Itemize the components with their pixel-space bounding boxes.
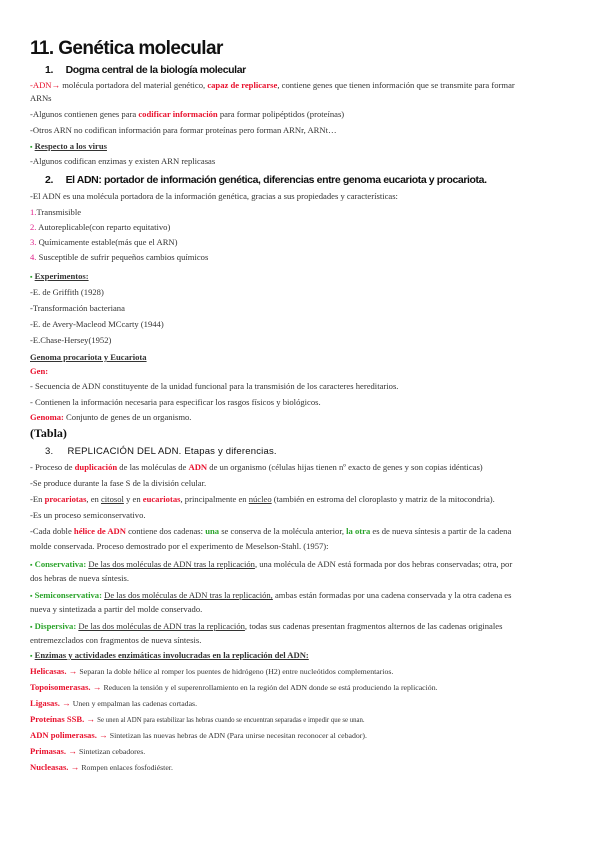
arrow-icon: → bbox=[66, 746, 79, 756]
paragraph-line: -Se produce durante la fase S de la división celular. bbox=[30, 478, 207, 488]
model-label: Semiconservativa: bbox=[34, 590, 102, 600]
underlined-text: De las dos moléculas de ADN tras la replicación bbox=[88, 559, 255, 569]
section-number: 3. bbox=[45, 446, 54, 457]
paragraph-line bbox=[30, 412, 191, 423]
text: de un organismo (células hijas tienen nº exacto de genes y son copias idénticas) bbox=[207, 462, 483, 472]
paragraph-line: -Otros ARN no codifican información para formar proteínas pero forman ARNr, ARNt… bbox=[30, 125, 337, 135]
enzyme-name: Primasas. bbox=[30, 746, 67, 756]
paragraph-line bbox=[30, 109, 344, 120]
model-label: Conservativa: bbox=[34, 559, 87, 569]
enzyme-name: Ligasas. bbox=[30, 698, 60, 708]
section-number: 1. bbox=[45, 64, 53, 76]
bullet-icon: ▪ bbox=[30, 273, 33, 281]
paragraph-line bbox=[30, 462, 483, 473]
underlined-text: De las dos moléculas de ADN tras la replicación, bbox=[104, 590, 273, 600]
text: , una molécula de ADN está formada por dos hebras conservadas; otra, por bbox=[254, 559, 513, 569]
text: (también en estroma del cloroplasto y matriz de la mitocondria). bbox=[271, 494, 495, 504]
paragraph-line: molde conservada. Proceso demostrado por el experimento de Meselson-Stahl. (1957): bbox=[30, 541, 329, 551]
highlight-term: capaz de replicarse bbox=[207, 80, 278, 90]
arrow-icon: → bbox=[51, 80, 61, 90]
enzyme-item bbox=[30, 714, 365, 726]
enzyme-item bbox=[30, 762, 173, 773]
subheading-text: Respecto a los virus bbox=[34, 141, 107, 151]
paragraph-line: -Es un proceso semiconservativo. bbox=[30, 510, 146, 520]
subheading-text: Genoma procariota y Eucariota bbox=[30, 352, 147, 362]
text: - Proceso de bbox=[30, 462, 75, 472]
paragraph-line bbox=[30, 80, 515, 91]
item-text: Autoreplicable(con reparto equitativo) bbox=[36, 222, 171, 232]
highlight-term: una bbox=[205, 526, 220, 536]
section-number: 2. bbox=[45, 174, 53, 186]
arrow-icon: → bbox=[59, 698, 73, 708]
list-item: -E. de Avery-Macleod MCcarty (1944) bbox=[30, 319, 164, 329]
section-1-heading bbox=[45, 64, 246, 76]
term-genoma: Genoma: bbox=[30, 412, 64, 422]
highlight-term: hélice de ADN bbox=[73, 526, 126, 536]
property-item bbox=[30, 237, 178, 248]
enzyme-name: Nucleasas. bbox=[30, 762, 69, 772]
enzyme-name: Proteínas SSB. bbox=[30, 714, 85, 724]
section-title: REPLICACIÓN DEL ADN. Etapas y diferencias. bbox=[67, 446, 277, 457]
text: -Cada doble bbox=[30, 526, 74, 536]
enzyme-item bbox=[30, 746, 145, 757]
enzyme-name: Topoisomerasas. bbox=[30, 682, 91, 692]
enzyme-name: Helicasas. bbox=[30, 666, 67, 676]
subheading-enzimas bbox=[30, 650, 309, 662]
item-number: 1. bbox=[30, 207, 37, 217]
property-item bbox=[30, 207, 81, 218]
subheading-virus bbox=[30, 141, 107, 153]
enzyme-description: Se unen al ADN para estabilizar las hebras cuando se encuentran separadas e impedir que se unan. bbox=[97, 717, 365, 724]
underlined-term: núcleo bbox=[248, 494, 272, 504]
text: para formar polipéptidos (proteínas) bbox=[217, 109, 345, 119]
paragraph-line: nueva y sintetizada a partir del molde conservado. bbox=[30, 604, 203, 614]
bullet-icon: ▪ bbox=[30, 561, 33, 569]
model-dispersiva bbox=[30, 621, 502, 633]
text: , en bbox=[86, 494, 101, 504]
text: molécula portadora del material genético, bbox=[60, 80, 208, 90]
arrow-icon: → bbox=[68, 762, 82, 772]
text: , todas sus cadenas presentan fragmentos alternos de las cadenas originales bbox=[244, 621, 503, 631]
paragraph-line: - Secuencia de ADN constituyente de la unidad funcional para la transmisión de los caracteres hereditarios. bbox=[30, 381, 399, 391]
enzyme-name: ADN polimerasas. bbox=[30, 730, 97, 740]
underlined-term: citosol bbox=[100, 494, 124, 504]
subheading-genoma bbox=[30, 352, 147, 363]
enzyme-item bbox=[30, 698, 197, 709]
text: Conjunto de genes de un organismo. bbox=[63, 412, 192, 422]
text: se conserva de la molécula anterior, bbox=[219, 526, 347, 536]
item-number: 2. bbox=[30, 222, 37, 232]
arrow-icon: → bbox=[96, 730, 110, 740]
section-title: El ADN: portador de información genética, diferencias entre genoma eucariota y procariota. bbox=[65, 174, 487, 186]
paragraph-line: -Algunos codifican enzimas y existen ARN replicasas bbox=[30, 156, 216, 166]
text: es de nueva síntesis a partir de la cadena bbox=[370, 526, 512, 536]
subheading-text: Enzimas y actividades enzimáticas involucradas en la replicación del ADN: bbox=[34, 650, 309, 660]
enzyme-description: Reducen la tensión y el superenrollamiento en la región del ADN donde se está produciendo la replicación. bbox=[103, 683, 438, 692]
text: -Algunos contienen genes para bbox=[30, 109, 139, 119]
term-label bbox=[30, 366, 48, 377]
paragraph-line: dos hebras de nueva síntesis. bbox=[30, 573, 130, 583]
page-title: 11. Genética molecular bbox=[30, 38, 223, 59]
arrow-icon: → bbox=[66, 666, 80, 676]
highlight-term: eucariotas bbox=[142, 494, 181, 504]
paragraph-line bbox=[30, 526, 511, 537]
arrow-icon: → bbox=[84, 714, 98, 724]
section-2-heading bbox=[45, 174, 487, 186]
highlight-term: duplicación bbox=[74, 462, 118, 472]
text: ambas están formadas por una cadena conservada y la otra cadena es bbox=[272, 590, 512, 600]
bullet-icon: ▪ bbox=[30, 652, 33, 660]
bullet-icon: ▪ bbox=[30, 623, 33, 631]
paragraph-line: -El ADN es una molécula portadora de la información genética, gracias a sus propiedades y características: bbox=[30, 191, 398, 201]
model-label: Dispersiva: bbox=[34, 621, 77, 631]
list-item: -E.Chase-Hersey(1952) bbox=[30, 335, 112, 345]
bullet-icon: ▪ bbox=[30, 143, 33, 151]
enzyme-description: Separan la doble hélice al romper los puentes de hidrógeno (H2) entre nucleótidos complementarios. bbox=[79, 667, 394, 676]
paragraph-line: - Contienen la información necesaria para especificar los rasgos físicos y biológicos. bbox=[30, 397, 321, 407]
enzyme-item bbox=[30, 682, 438, 693]
text: , principalmente en bbox=[180, 494, 249, 504]
item-number: 3. bbox=[30, 237, 37, 247]
term-gen: Gen: bbox=[30, 366, 49, 376]
enzyme-item bbox=[30, 730, 367, 741]
text: y en bbox=[123, 494, 143, 504]
paragraph-line bbox=[30, 494, 495, 505]
list-item: -E. de Griffith (1928) bbox=[30, 287, 104, 297]
text: contiene dos cadenas: bbox=[125, 526, 206, 536]
property-item bbox=[30, 222, 170, 233]
enzyme-description: Sintetizan las nuevas hebras de ADN (Para unirse necesitan reconocer al cebador). bbox=[109, 731, 367, 740]
enzyme-description: Sintetizan cebadores. bbox=[78, 747, 146, 756]
enzyme-description: Unen y empalman las cadenas cortadas. bbox=[72, 699, 198, 708]
item-number: 4. bbox=[30, 252, 37, 262]
paragraph-line: entremezclados con fragmentos de nueva síntesis. bbox=[30, 635, 202, 645]
section-title: Dogma central de la biología molecular bbox=[65, 64, 246, 76]
highlight-term: codificar información bbox=[138, 109, 218, 119]
term-adn: -ADN bbox=[30, 80, 52, 90]
subheading-text: Experimentos: bbox=[34, 271, 89, 281]
text: , contiene genes que tienen información que se transmite para formar bbox=[277, 80, 515, 90]
paragraph-line: ARNs bbox=[30, 93, 52, 103]
item-text: Susceptible de sufrir pequeños cambios químicos bbox=[36, 252, 209, 262]
highlight-term: la otra bbox=[346, 526, 371, 536]
enzyme-description: Rompen enlaces fosfodiéster. bbox=[81, 763, 173, 772]
section-3-heading bbox=[45, 446, 277, 457]
item-text: Químicamente estable(más que el ARN) bbox=[36, 237, 178, 247]
enzyme-item bbox=[30, 666, 393, 677]
model-semiconservativa bbox=[30, 590, 511, 602]
tabla-placeholder: (Tabla) bbox=[30, 426, 67, 440]
subheading-experimentos bbox=[30, 271, 89, 283]
text: de las moléculas de bbox=[117, 462, 189, 472]
bullet-icon: ▪ bbox=[30, 592, 33, 600]
highlight-term: ADN bbox=[188, 462, 208, 472]
underlined-text: De las dos moléculas de ADN tras la replicación bbox=[78, 621, 245, 631]
highlight-term: procariotas bbox=[44, 494, 87, 504]
list-item: -Transformación bacteriana bbox=[30, 303, 125, 313]
model-conservativa bbox=[30, 559, 512, 571]
property-item bbox=[30, 252, 208, 263]
arrow-icon: → bbox=[90, 682, 104, 692]
text: -En bbox=[30, 494, 45, 504]
item-text: Transmisible bbox=[36, 207, 82, 217]
